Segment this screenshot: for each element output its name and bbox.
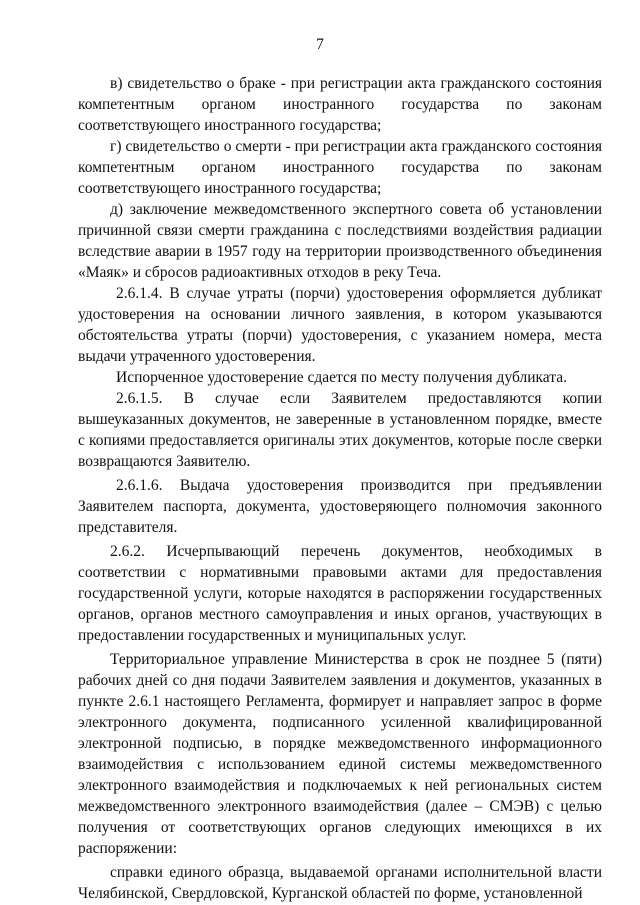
paragraph-2-6-2: 2.6.2. Исчерпывающий перечень документов, необходимых в соответствии с нормативными правовыми актами для предоставления государственной услуги, которые находятся в распоряжении государственных органов, органов местного самоуправления и иных органов, участвующих в предоставлении государственных и муниципальных услуг. xyxy=(78,543,602,644)
paragraph-death-certificate: г) свидетельство о смерти - при регистрации акта гражданского состояния компетентным органом иностранного государства по законам соответствующего иностранного государства; xyxy=(78,138,602,197)
paragraph-2-6-1-4: 2.6.1.4. В случае утраты (порчи) удостоверения оформляется дубликат удостоверения на основании личного заявления, в котором указываются обстоятельства утраты (порчи) удостоверения, с указанием номера, места выдачи утраченного удостоверения. xyxy=(78,285,602,365)
paragraph-territorial-department: Территориальное управление Министерства в срок не позднее 5 (пяти) рабочих дней со дня подачи Заявителем заявления и документов, указанных в пункте 2.6.1 настоящего Регламента, формирует и направляет запрос в форме электронного документа, подписанного усиленной квалифицированной электронной подписью, в порядке межведомственного информационного взаимодействия с использованием единой системы межведомственного электронного взаимодействия и подключаемых к ней региональных систем межведомственного электронного взаимодействия (далее – СМЭВ) с целью получения от соответствующих органов следующих имеющихся в их распоряжении: xyxy=(78,651,602,857)
paragraph-2-6-1-6: 2.6.1.6. Выдача удостоверения производится при предъявлении Заявителем паспорта, документа, удостоверяющего полномочия законного представителя. xyxy=(78,477,602,536)
paragraph-uniform-certificate: справки единого образца, выдаваемой органами исполнительной власти Челябинской, Свердловской, Курганской областей по форме, установленной xyxy=(78,864,602,902)
document-body xyxy=(78,73,602,904)
paragraph-2-6-1-5: 2.6.1.5. В случае если Заявителем предоставляются копии вышеуказанных документов, не заверенные в установленном порядке, вместе с копиями предоставляется оригиналы этих документов, которые после сверки возвращаются Заявителю. xyxy=(78,390,602,470)
paragraph-damaged-certificate: Испорченное удостоверение сдается по месту получения дубликата. xyxy=(116,369,568,386)
paragraph-expert-council-conclusion: д) заключение межведомственного экспертного совета об установлении причинной связи смерти гражданина с последствиями воздействия радиации вследствие аварии в 1957 году на территории производственного объединения «Маяк» и сбросов радиоактивных отходов в реку Теча. xyxy=(78,201,602,281)
paragraph-marriage-certificate: в) свидетельство о браке - при регистрации акта гражданского состояния компетентным органом иностранного государства по законам соответствующего иностранного государства; xyxy=(78,75,602,134)
page-number: 7 xyxy=(316,36,324,53)
